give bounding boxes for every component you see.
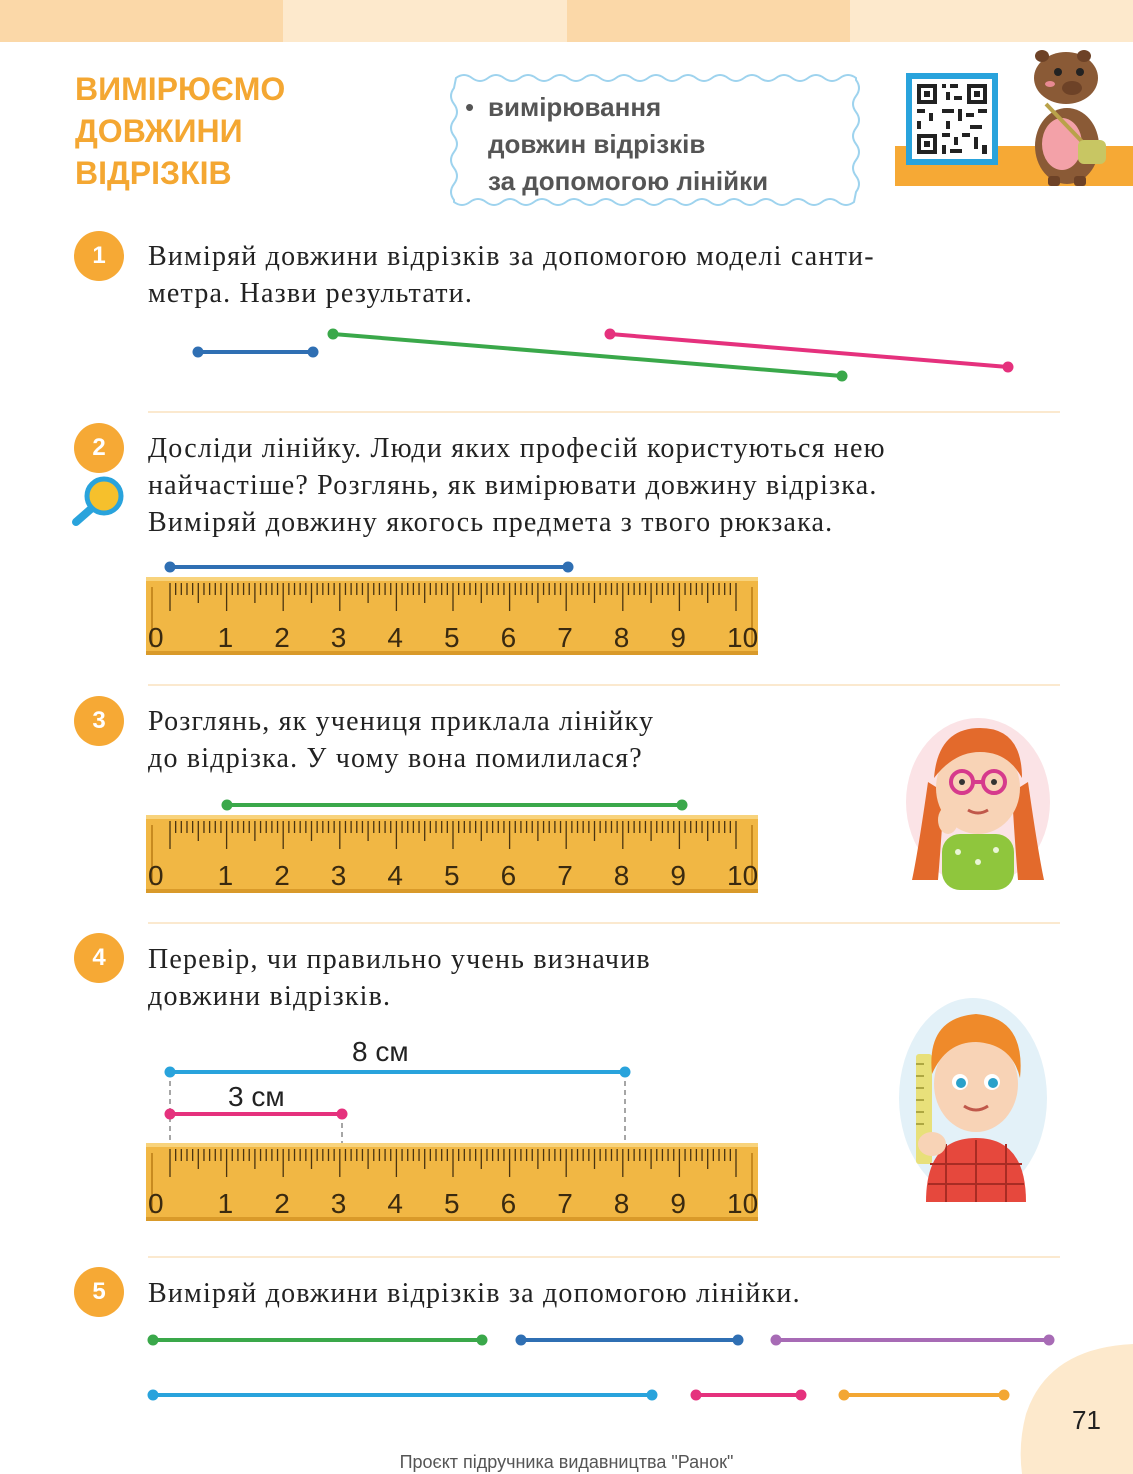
ruler-number-label: 4 xyxy=(387,1188,403,1219)
task-line: Виміряй довжини відрізків за допомогою моделі санти- xyxy=(148,241,875,272)
task-line: найчастіше? Розглянь, як вимірювати довжину відрізка. xyxy=(148,470,878,501)
ruler-number-label: 5 xyxy=(444,860,460,891)
task-line: метра. Назви результати. xyxy=(148,278,474,309)
segment-purple xyxy=(771,1335,1055,1346)
goal-text xyxy=(488,89,768,200)
ruler-number-label: 0 xyxy=(148,1188,164,1219)
ruler-number-label: 10 xyxy=(727,622,758,653)
task-line: Досліди лінійку. Люди яких професій користуються нею xyxy=(148,433,886,464)
ruler-number-label: 4 xyxy=(387,860,403,891)
segment-length-label: 8 см xyxy=(352,1036,409,1067)
segment-green xyxy=(148,1335,488,1346)
ruler-number-label: 0 xyxy=(148,860,164,891)
task-number-badge: 4 xyxy=(74,933,124,983)
ruler-number-label: 5 xyxy=(444,622,460,653)
ruler-number-label: 6 xyxy=(500,1188,517,1219)
task-line: Виміряй довжину якогось предмета з твого рюкзака. xyxy=(148,507,834,538)
boy-illustration xyxy=(896,994,1050,1202)
magnifier-icon xyxy=(68,476,126,530)
task-2-segment xyxy=(0,555,1133,579)
segment-blue xyxy=(193,347,319,358)
lesson-title-line: ВИМІРЮЄМО xyxy=(75,71,286,107)
lesson-title xyxy=(75,68,285,194)
goal-bullet: • xyxy=(465,92,475,122)
ruler-number-label: 4 xyxy=(387,622,403,653)
segment-green xyxy=(328,329,848,382)
task-line: Розглянь, як учениця приклала лінійку xyxy=(148,706,655,737)
task-line: довжини відрізків. xyxy=(148,981,392,1012)
ruler-number-label: 6 xyxy=(500,860,517,891)
girl-illustration xyxy=(898,712,1058,890)
section-divider xyxy=(148,411,1060,413)
section-divider xyxy=(148,922,1060,924)
task-line: до відрізка. У чому вона помилилася? xyxy=(148,743,643,774)
page-number: 71 xyxy=(1072,1405,1101,1435)
ruler xyxy=(146,1143,758,1221)
ruler-number-label: 1 xyxy=(217,860,234,891)
ruler-number-label: 10 xyxy=(727,1188,758,1219)
ruler-number-label: 3 xyxy=(330,622,347,653)
task-5-segments xyxy=(0,1326,1133,1410)
segment-orange xyxy=(839,1390,1010,1401)
ruler-number-label: 8 xyxy=(613,622,630,653)
ruler-number-label: 1 xyxy=(217,1188,234,1219)
ruler-number-label: 5 xyxy=(444,1188,460,1219)
section-divider xyxy=(148,684,1060,686)
task-number-badge: 3 xyxy=(74,696,124,746)
capybara-mascot-icon xyxy=(1022,44,1112,188)
footer-note: Проєкт підручника видавництва "Ранок" xyxy=(399,1452,734,1472)
ruler-number-label: 0 xyxy=(148,622,164,653)
segment-cyan xyxy=(148,1390,658,1401)
segment-cyan xyxy=(165,1067,631,1078)
ruler-number-label: 9 xyxy=(670,622,686,653)
task-number-badge: 5 xyxy=(74,1267,124,1317)
task-3-text xyxy=(148,703,654,777)
ruler-number-label: 7 xyxy=(557,860,573,891)
qr-code-icon[interactable] xyxy=(906,73,998,165)
segment-length-label: 3 см xyxy=(228,1081,285,1112)
task-1-text xyxy=(148,238,875,312)
ruler-number-label: 1 xyxy=(217,622,234,653)
ruler-number-label: 2 xyxy=(274,622,290,653)
segment-pink xyxy=(165,1109,348,1120)
ruler-number-label: 3 xyxy=(330,860,347,891)
task-1-segments xyxy=(0,320,1133,390)
ruler-number-label: 7 xyxy=(557,622,573,653)
section-divider xyxy=(148,1256,1060,1258)
goal-line: за допомогою лінійки xyxy=(488,166,769,196)
ruler-number-label: 8 xyxy=(613,860,630,891)
ruler-number-label: 3 xyxy=(330,1188,347,1219)
top-color-bar xyxy=(0,0,1133,42)
ruler-number-label: 9 xyxy=(670,860,686,891)
segment-pink xyxy=(691,1390,807,1401)
goal-line: довжин відрізків xyxy=(488,129,706,159)
segment-blue xyxy=(516,1335,744,1346)
task-line: Перевір, чи правильно учень визначив xyxy=(148,944,651,975)
segment-pink xyxy=(605,329,1014,373)
task-4-text xyxy=(148,941,651,1015)
ruler xyxy=(146,815,758,893)
ruler-number-label: 2 xyxy=(274,860,290,891)
task-number-badge: 2 xyxy=(74,423,124,473)
task-5-text xyxy=(148,1275,801,1312)
lesson-title-line: ВІДРІЗКІВ xyxy=(75,155,232,191)
task-2-text xyxy=(148,430,886,541)
ruler-number-label: 10 xyxy=(727,860,758,891)
lesson-title-line: ДОВЖИНИ xyxy=(75,113,243,149)
ruler-number-label: 7 xyxy=(557,1188,573,1219)
task-number-badge: 1 xyxy=(74,231,124,281)
ruler-number-label: 6 xyxy=(500,622,517,653)
task-line: Виміряй довжини відрізків за допомогою лінійки. xyxy=(148,1278,801,1309)
ruler-number-label: 9 xyxy=(670,1188,686,1219)
goal-line: вимірювання xyxy=(488,92,662,122)
ruler-number-label: 8 xyxy=(613,1188,630,1219)
ruler-number-label: 2 xyxy=(274,1188,290,1219)
ruler xyxy=(146,577,758,655)
